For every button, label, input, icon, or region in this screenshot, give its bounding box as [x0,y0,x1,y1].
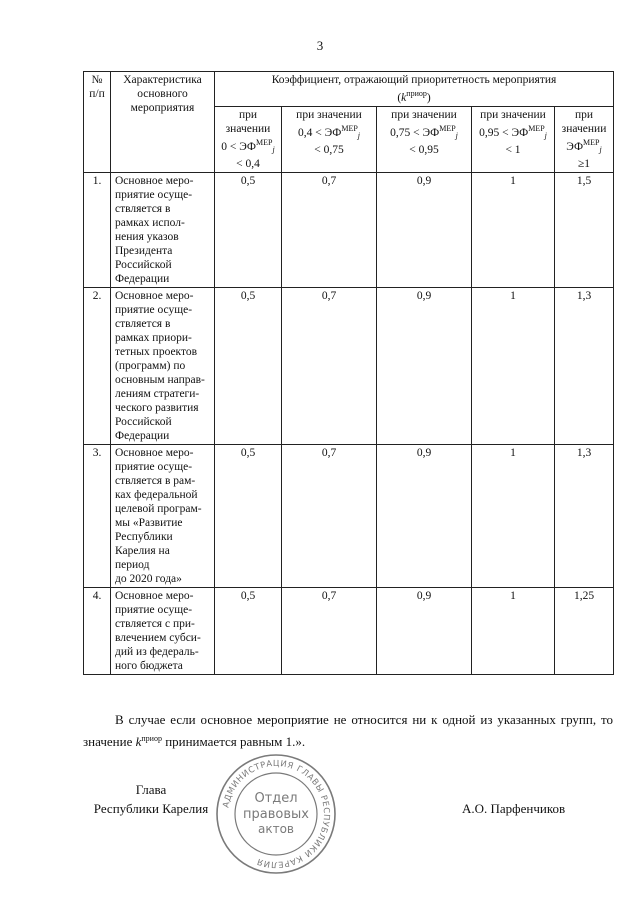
signatory-name: А.О. Парфенчиков [462,801,566,816]
header-range-4: при значении $0,95 < ЭФ^{МЕР}_j$ < 1 [472,107,555,173]
value-range-1: 0,5 [215,588,282,675]
row-number: 4. [84,588,111,675]
value-range-2: 0,7 [282,288,377,445]
header-coefficient [215,72,614,107]
priority-coefficient-table [83,71,614,675]
row-description: Основное меро- приятие осуще- ствляется в рамках испол- нения указов Президента Российской Федерации [111,173,215,288]
header-characteristic: Характеристика основного мероприятия [111,72,215,173]
header-num: № п/п [84,72,111,173]
value-range-2: 0,7 [282,445,377,588]
value-range-5: 1,25 [555,588,614,675]
value-range-1: 0,5 [215,288,282,445]
closing-paragraph: В случае если основное мероприятие не относится ни к одной из указанных групп, то значение $k^{приор}$ принимается равным 1.». [83,712,613,749]
header-range-2: при значении $0,4 < ЭФ^{МЕР}_j$ < 0,75 [282,107,377,173]
coefficient-symbol: $(k^{приор})$ [397,89,431,104]
legal-department-stamp [214,752,338,876]
signatory-title: Глава Республики Карелия [93,782,209,816]
page-number: 3 [316,38,324,53]
value-range-5: 1,5 [555,173,614,288]
value-range-3: 0,9 [377,173,472,288]
stamp-line-2: правовых [243,807,309,822]
stamp-line-1: Отдел [254,791,298,806]
table-row [84,445,614,588]
row-number: 1. [84,173,111,288]
stamp-ring-text: АДМИНИСТРАЦИЯ ГЛАВЫ РЕСПУБЛИКИ КАРЕЛИЯ [220,757,333,871]
row-description: Основное меро- приятие осуще- ствляется в рам- ках федеральной целевой програм- мы «Развитие Республики Карелия на период до 2020 года» [111,445,215,588]
header-range-5: при значении $ЭФ^{МЕР}_j$ ≥1 [555,107,614,173]
value-range-2: 0,7 [282,173,377,288]
value-range-2: 0,7 [282,588,377,675]
row-description: Основное меро- приятие осуще- ствляется в рамках приори- тетных проектов (программ) по основным направ- лениям стратеги- ческого развития Российской Федерации [111,288,215,445]
row-description: Основное меро- приятие осуще- ствляется с при- влечением субси- дий из федераль- ного бюджета [111,588,215,675]
row-number: 3. [84,445,111,588]
value-range-4: 1 [472,445,555,588]
table-header-row [84,72,614,107]
stamp-line-3: актов [257,822,295,836]
value-range-4: 1 [472,588,555,675]
row-number: 2. [84,288,111,445]
value-range-3: 0,9 [377,588,472,675]
value-range-5: 1,3 [555,288,614,445]
value-range-3: 0,9 [377,288,472,445]
value-range-4: 1 [472,288,555,445]
table-row [84,588,614,675]
value-range-1: 0,5 [215,173,282,288]
table-row [84,288,614,445]
header-range-3: при значении $0,75 < ЭФ^{МЕР}_j$ < 0,95 [377,107,472,173]
table-row [84,173,614,288]
value-range-1: 0,5 [215,445,282,588]
value-range-5: 1,3 [555,445,614,588]
coefficient-title: Коэффициент, отражающий приоритетность мероприятия [271,74,557,86]
value-range-3: 0,9 [377,445,472,588]
value-range-4: 1 [472,173,555,288]
header-range-1: при значении $0 < ЭФ^{МЕР}_j$ < 0,4 [215,107,282,173]
